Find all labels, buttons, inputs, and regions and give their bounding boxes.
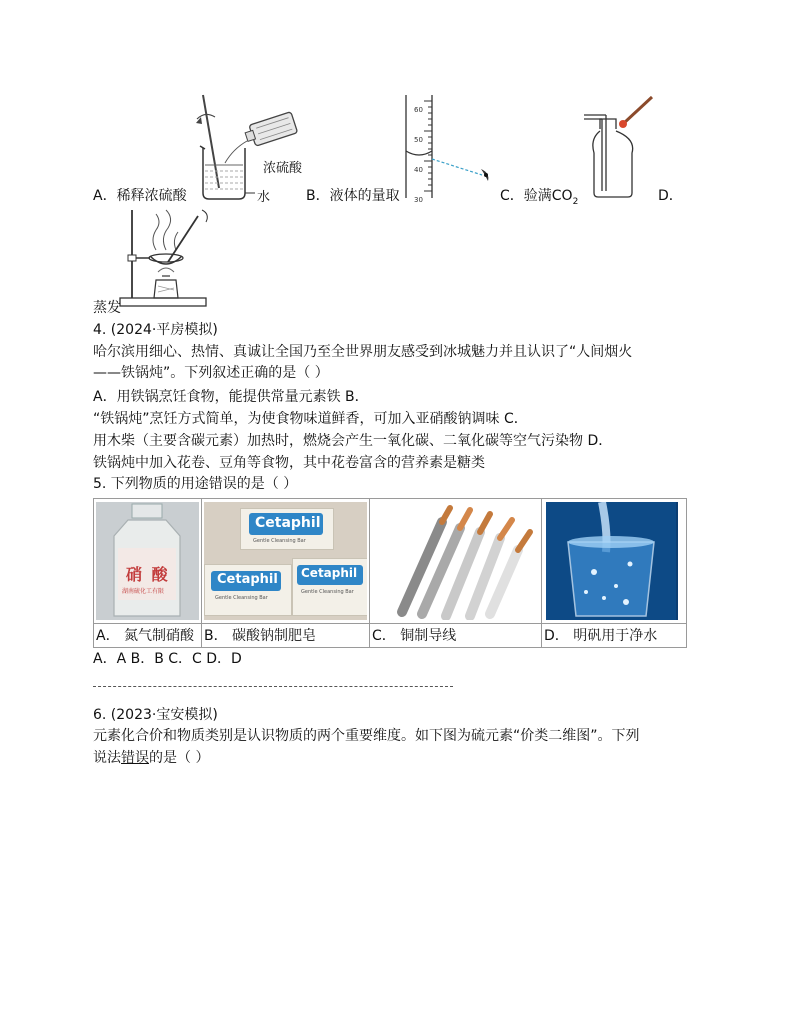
soap-brand-left: Cetaphil: [217, 572, 278, 587]
tick-50: 50: [414, 136, 423, 144]
q4-stem-line2: ——铁锅炖”。下列叙述正确的是（ ）: [93, 365, 329, 381]
q4-stem-line1: 哈尔滨用细心、热情、真诚让全国乃至全世界朋友感受到冰城魅力并且认识了“人间烟火: [93, 344, 633, 360]
beaker-dilution-illustration: [193, 93, 298, 203]
table-cell-b: [202, 499, 370, 647]
soap-box-top: [240, 508, 334, 550]
bottle-icon: [96, 502, 199, 620]
soap-brand-top: Cetaphil: [255, 515, 321, 531]
caption-a: A． 氮气制硝酸: [94, 623, 201, 647]
option-c-subscript: 2: [572, 196, 579, 207]
q6-stem-line2: [93, 748, 209, 768]
q4-line4: “铁锅炖”烹饪方式简单，为使食物味道鲜香，可加入亚硝酸钠调味 C．: [93, 411, 528, 427]
copper-wire-photo: [372, 502, 539, 620]
cylinder-ticks: [414, 95, 428, 215]
q6-source: 6. (2023·宝安模拟): [93, 707, 218, 723]
caption-d: D． 明矾用于净水: [542, 623, 686, 647]
evaporation-illustration: [118, 206, 216, 310]
caption-b: B． 碳酸钠制肥皂: [202, 623, 369, 647]
bottle-label-sub: 湖南硫化工有限: [122, 588, 165, 595]
table-cell-d: [542, 499, 686, 647]
bottle-label-text: 硝 酸: [126, 565, 170, 584]
q5-stem: 5. 下列物质的用途错误的是（ ）: [93, 476, 298, 492]
section-divider: [93, 686, 453, 687]
option-d-evaporation: 蒸发: [93, 300, 121, 316]
option-d-label: D．: [658, 188, 683, 204]
tick-60: 60: [414, 106, 423, 114]
soap-sub-right: Gentle Cleansing Bar: [301, 589, 354, 595]
soap-sub-left: Gentle Cleansing Bar: [215, 595, 268, 601]
water-glass-photo: [546, 502, 678, 620]
option-c-verify-co2: [500, 186, 578, 212]
label-water: 水: [257, 190, 271, 205]
soap-box-right: [292, 558, 367, 616]
option-b-liquid-measure: B．液体的量取: [306, 188, 400, 204]
soap-box-left: [204, 564, 292, 616]
table-cell-c: [370, 499, 542, 647]
tick-30: 30: [414, 196, 423, 204]
label-concentrated-acid: 浓硫酸: [263, 161, 303, 176]
q4-line5: 用木柴（主要含碳元素）加热时，燃烧会产生一氧化碳、二氧化碳等空气污染物 D．: [93, 433, 613, 449]
table-cell-a: [94, 499, 202, 647]
soap-brand-right: Cetaphil: [301, 566, 358, 580]
soap-sub-top: Gentle Cleansing Bar: [253, 538, 306, 544]
q5-options-table: [93, 498, 687, 648]
tick-40: 40: [414, 166, 423, 174]
water-glass-icon: [546, 502, 676, 620]
copper-wire-icon: [372, 502, 539, 620]
caption-c: C． 铜制导线: [370, 623, 541, 647]
option-c-text: C．验满CO: [500, 188, 573, 204]
q6-stem-emphasis: 错误: [121, 750, 149, 766]
option-a-dilute-acid: A．稀释浓硫酸: [93, 188, 187, 204]
q4-line6: 铁锅炖中加入花卷、豆角等食物，其中花卷富含的营养素是糖类: [93, 455, 485, 471]
q4-source: 4. (2024·平房模拟): [93, 322, 218, 338]
q6-stem-line1: 元素化合价和物质类别是认识物质的两个重要维度。如下图为硫元素“价类二维图”。下列: [93, 728, 640, 744]
q4-line3: A．用铁锅烹饪食物，能提供常量元素铁 B．: [93, 389, 369, 405]
gas-bottle-illustration: [582, 93, 660, 201]
nitric-acid-bottle-photo: [96, 502, 199, 620]
soap-box-photo: [204, 502, 367, 620]
q5-answer-choices: A．A B．B C．C D．D: [93, 651, 242, 667]
q6-stem-post: 的是（ ）: [149, 750, 210, 766]
q6-stem-pre: 说法: [93, 750, 121, 766]
